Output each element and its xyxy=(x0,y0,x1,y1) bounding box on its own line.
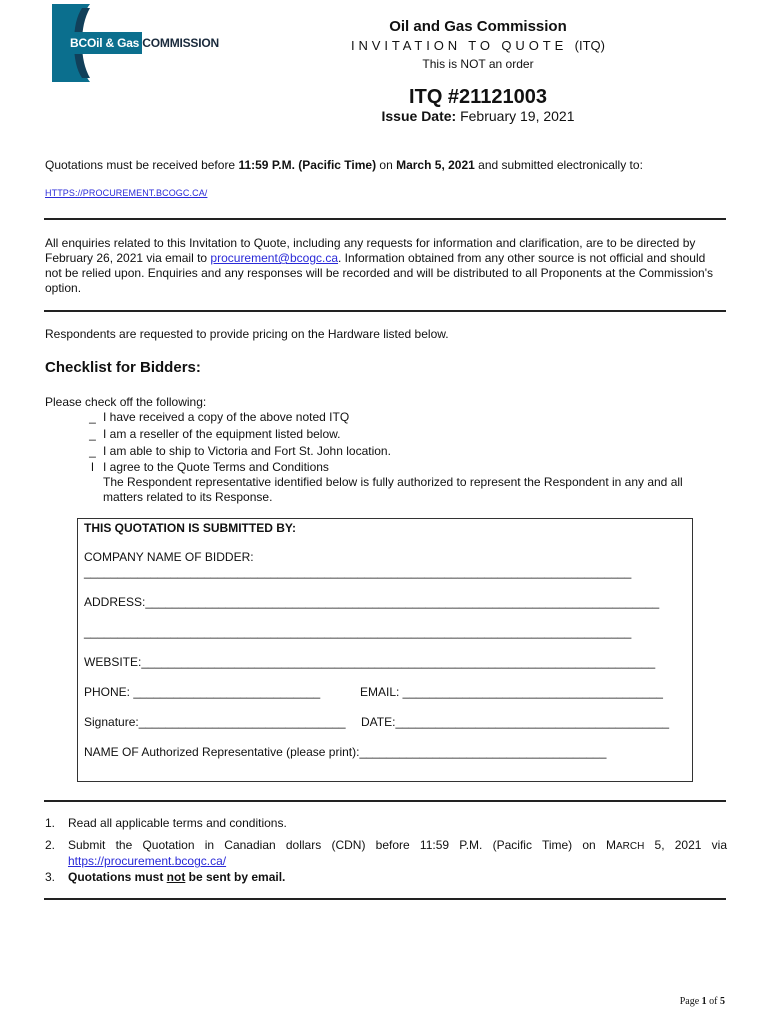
instruction-item: 3. Quotations must not be sent by email. xyxy=(45,870,286,884)
address-line-2-field[interactable]: __________________________________________________________________________________ xyxy=(84,625,632,639)
logo-oilgas-text: Oil & Gas xyxy=(86,36,140,50)
logo-commission-text: COMMISSION xyxy=(142,36,219,50)
checklist-item[interactable]: _ I am a reseller of the equipment listed below. xyxy=(89,427,341,441)
checkbox[interactable]: _ xyxy=(89,427,96,441)
checkbox[interactable]: _ xyxy=(89,410,96,424)
submission-deadline: Quotations must be received before 11:59 P.M. (Pacific Time) on March 5, 2021 and submitted electronically to: xyxy=(45,158,643,172)
submission-form xyxy=(77,518,693,782)
checkbox[interactable]: l xyxy=(91,460,94,474)
procurement-link[interactable]: HTTPS://PROCUREMENT.BCOGC.CA/ xyxy=(45,188,208,198)
organization-name: Oil and Gas Commission xyxy=(389,18,567,35)
pricing-note: Respondents are requested to provide pricing on the Hardware listed below. xyxy=(45,327,449,341)
procurement-email-link[interactable]: procurement@bcogc.ca xyxy=(210,251,338,265)
document-header xyxy=(300,18,656,72)
issue-date-label: Issue Date: xyxy=(381,108,457,124)
logo-bc-text: BC xyxy=(70,36,87,50)
procurement-site-link[interactable]: https://procurement.bcogc.ca/ xyxy=(68,854,227,868)
checklist-item[interactable]: _ I have received a copy of the above noted ITQ xyxy=(89,410,350,424)
form-title: THIS QUOTATION IS SUBMITTED BY: xyxy=(84,521,296,535)
instruction-item: 1. Read all applicable terms and conditions. xyxy=(45,816,287,830)
divider xyxy=(44,310,726,312)
issue-date-value: February 19, 2021 xyxy=(460,108,575,124)
checklist-intro: Please check off the following: xyxy=(45,395,207,409)
itq-number: ITQ #21121003 xyxy=(409,86,547,108)
itq-suffix: (ITQ) xyxy=(574,38,605,53)
website-field[interactable]: WEBSITE:_____________________________________________________________________________ xyxy=(84,655,656,669)
representative-statement: The Respondent representative identified below is fully authorized to represent the Respondent in any and all matters related to its Response. xyxy=(103,475,683,504)
divider xyxy=(44,898,726,900)
instruction-item: 2. Submit the Quotation in Canadian dollars (CDN) before 11:59 P.M. (Pacific Time) on MARCH 5, 2021 via https://procurement.bcogc.ca/ xyxy=(45,838,727,868)
commission-logo xyxy=(52,4,242,82)
not-an-order-note: This is NOT an order xyxy=(422,57,534,71)
phone-field[interactable]: PHONE: ____________________________ xyxy=(84,685,321,699)
divider xyxy=(44,800,726,802)
company-name-field[interactable]: __________________________________________________________________________________ xyxy=(84,565,632,579)
divider xyxy=(44,218,726,220)
checkbox[interactable]: _ xyxy=(89,444,96,458)
page-number: Page 1 of 5 xyxy=(679,996,725,1007)
checklist-item[interactable]: _ I am able to ship to Victoria and Fort St. John location. xyxy=(89,444,391,458)
email-field[interactable]: EMAIL: _______________________________________ xyxy=(360,685,663,699)
deadline-time: 11:59 P.M. (Pacific Time) xyxy=(238,158,377,172)
checklist-item[interactable]: l I agree to the Quote Terms and Conditions xyxy=(88,460,329,475)
signature-field[interactable]: Signature:_______________________________ xyxy=(84,715,346,729)
issue-date-line xyxy=(300,108,656,124)
date-field[interactable]: DATE:_________________________________________ xyxy=(361,715,670,729)
address-field[interactable]: ADDRESS:_____________________________________________________________________________ xyxy=(84,595,660,609)
company-name-label: COMPANY NAME OF BIDDER: xyxy=(84,550,254,564)
logo-text xyxy=(70,36,219,50)
enquiries-paragraph: All enquiries related to this Invitation to Quote, including any requests for information and clarification, are to be directed by February 26, 2021 via email to procurement@bcogc.ca. Information obtained from any other source is not official and should not be relied upon. Enquiries and any responses will be recorded and will be distributed to all Proponents at the Commission's option. xyxy=(45,236,714,295)
checklist-title: Checklist for Bidders: xyxy=(45,359,201,376)
itq-heading xyxy=(300,37,656,55)
authorized-representative-field[interactable]: NAME OF Authorized Representative (please print):_____________________________________ xyxy=(84,745,607,759)
deadline-date: March 5, 2021 xyxy=(396,158,475,172)
itq-title: INVITATION TO QUOTE xyxy=(351,38,568,53)
